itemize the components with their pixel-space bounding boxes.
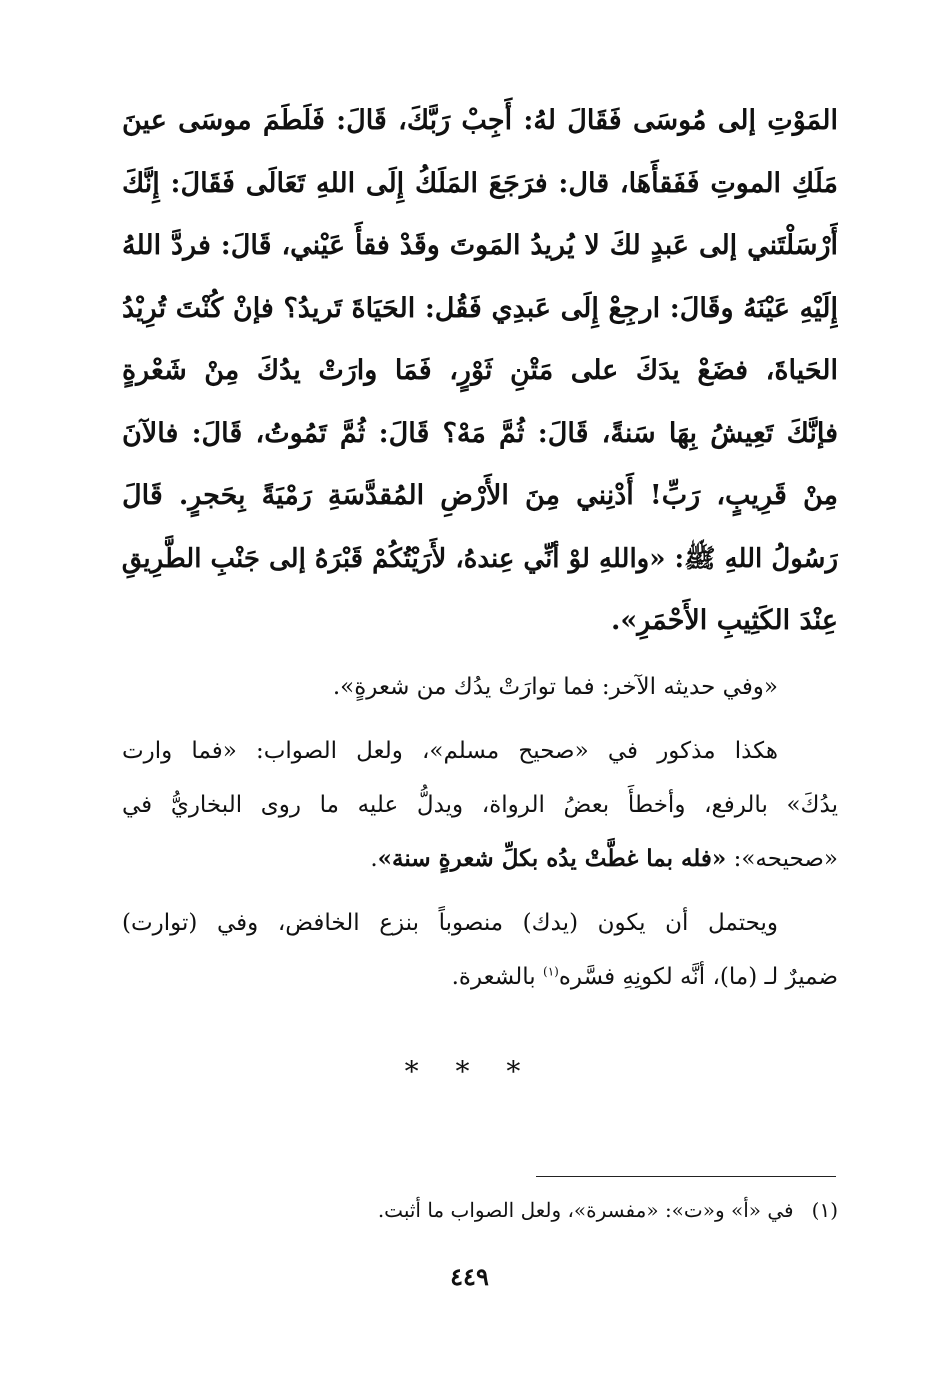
hadith-line: مِنْ قَرِيبٍ، رَبِّ! أَدْنِني مِنَ الأَرْضِ المُقدَّسَةِ رَمْيَةً بِحَجرٍ. قَالَ xyxy=(122,480,838,511)
commentary-text: ضميرٌ لـ (ما)، أنَّه لكونِهِ فسَّره xyxy=(558,964,838,990)
footnote-number: (١) xyxy=(811,1198,838,1222)
commentary-paragraph-3 xyxy=(122,896,838,1004)
hadith-line: إِلَيْهِ عَيْنَهُ وقَالَ: ارجِعْ إِلَى عَبدِي فَقُل: الحَيَاةَ تَريدُ؟ فإنْ كُنْتَ تُرِيْدُ xyxy=(122,292,838,324)
section-separator: * * * xyxy=(404,1055,535,1088)
hadith-text xyxy=(122,90,838,653)
hadith-line: مَلَكِ الموتِ فَفَقأَهَا، قال: فرَجَعَ المَلَكُ إِلَى اللهِ تَعَالَى فَقَالَ: إِنَّكَ xyxy=(122,167,838,199)
commentary-line: يدُكَ» بالرفع، وأخطأَ بعضُ الرواة، ويدلُّ عليه ما روى البخاريُّ في xyxy=(122,792,838,818)
footnote-divider xyxy=(536,1176,836,1177)
commentary xyxy=(122,660,838,1014)
page-number: ٤٤٩ xyxy=(450,1262,489,1291)
footnote-text: في «أ» و«ت»: «مفسرة»، ولعل الصواب ما أثبت. xyxy=(377,1198,794,1222)
hadith-line: الحَياةَ، فضَعْ يدَكَ على مَتْنِ ثَوْرٍ، فَمَا وارَتْ يدُكَ مِنْ شَعْرةٍ xyxy=(122,355,838,386)
footnote xyxy=(300,1192,838,1228)
hadith-line: فإنَّكَ تَعِيشُ بِهَا سَنةً، قَالَ: ثُمَّ مَهْ؟ قَالَ: ثُمَّ تَمُوتُ، قَالَ: فالآنَ xyxy=(122,417,838,449)
commentary-line: هكذا مذكور في «صحيح مسلم»، ولعل الصواب: «فما وارت xyxy=(122,738,778,764)
commentary-line xyxy=(122,832,838,886)
bukhari-quote: «فله بما غطَّتْ يدُه بكلِّ شعرةٍ سنة» xyxy=(377,845,727,872)
commentary-line xyxy=(122,950,838,1004)
hadith-line: رَسُولُ اللهِ ﷺ: «واللهِ لوْ أنِّي عِندهُ، لأَرَيْتُكُمْ قَبْرَهُ إلى جَنْبِ الطَّرِيقِ xyxy=(122,543,838,574)
commentary-paragraph-2 xyxy=(122,724,838,886)
hadith-line: عِنْدَ الكَثِيبِ الأَحْمَرِ». xyxy=(610,605,838,636)
commentary-paragraph-1 xyxy=(122,660,838,714)
hadith-line: المَوْتِ إلى مُوسَى فَقَالَ لهُ: أَجِبْ رَبَّكَ، قَالَ: فَلَطَمَ موسَى عينَ xyxy=(122,105,838,136)
commentary-text: «صحيحه»: xyxy=(726,846,838,872)
footnote-reference[interactable]: (١) xyxy=(543,964,559,979)
hadith-line: أَرْسَلْتَني إلى عَبدٍ لكَ لا يُريدُ المَوتَ وقَدْ فقأَ عَيْني، قَالَ: فردَّ اللهُ xyxy=(122,230,838,261)
commentary-line: ويحتمل أن يكون (يدك) منصوباً بنزع الخافض، وفي (توارت) xyxy=(122,910,778,936)
commentary-text: بالشعرة. xyxy=(451,964,544,990)
commentary-text: . xyxy=(370,846,378,872)
commentary-line: «وفي حديثه الآخر: فما توارَتْ يدُك من شعرةٍ». xyxy=(332,674,778,700)
